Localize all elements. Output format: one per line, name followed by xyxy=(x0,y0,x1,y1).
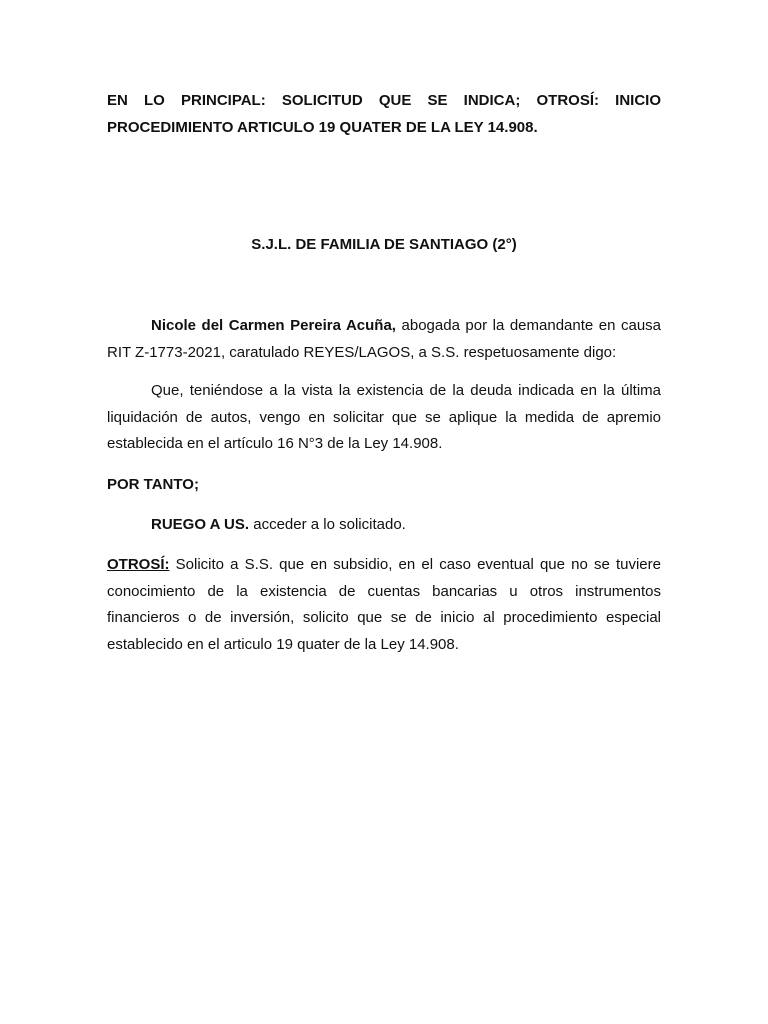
otrosi-paragraph xyxy=(107,552,661,658)
otrosi-label: OTROSÍ: xyxy=(107,556,170,573)
ruego-label: RUEGO A US. xyxy=(151,516,250,533)
lawyer-name: Nicole del Carmen Pereira Acuña, xyxy=(151,317,396,334)
document-heading: EN LO PRINCIPAL: SOLICITUD QUE SE INDICA; OTROSÍ: INICIO PROCEDIMIENTO ARTICULO 19 QUATER DE LA LEY 14.908. xyxy=(107,92,661,136)
court-title: S.J.L. DE FAMILIA DE SANTIAGO (2°) xyxy=(251,236,517,253)
por-tanto-label: POR TANTO; xyxy=(107,476,199,493)
intro-text: abogada por la demandante en causa RIT Z-1773-2021, caratulado REYES/LAGOS, a S.S. respetuosamente digo: xyxy=(107,317,661,361)
ruego-paragraph xyxy=(107,512,661,539)
ruego-text: acceder a lo solicitado. xyxy=(249,516,406,533)
intro-paragraph xyxy=(107,313,661,366)
otrosi-text: Solicito a S.S. que en subsidio, en el caso eventual que no se tuviere conocimiento de la existencia de cuentas bancarias u otros instrumentos financieros o de inversión, solicito que se de inicio al procedimiento especial establecido en el articulo 19 quater de la Ley 14.908. xyxy=(107,556,661,653)
request-paragraph: Que, teniéndose a la vista la existencia de la deuda indicada en la última liquidación de autos, vengo en solicitar que se aplique la medida de apremio establecida en el artículo 16 N°3 de la Ley 14.908. xyxy=(107,382,661,452)
